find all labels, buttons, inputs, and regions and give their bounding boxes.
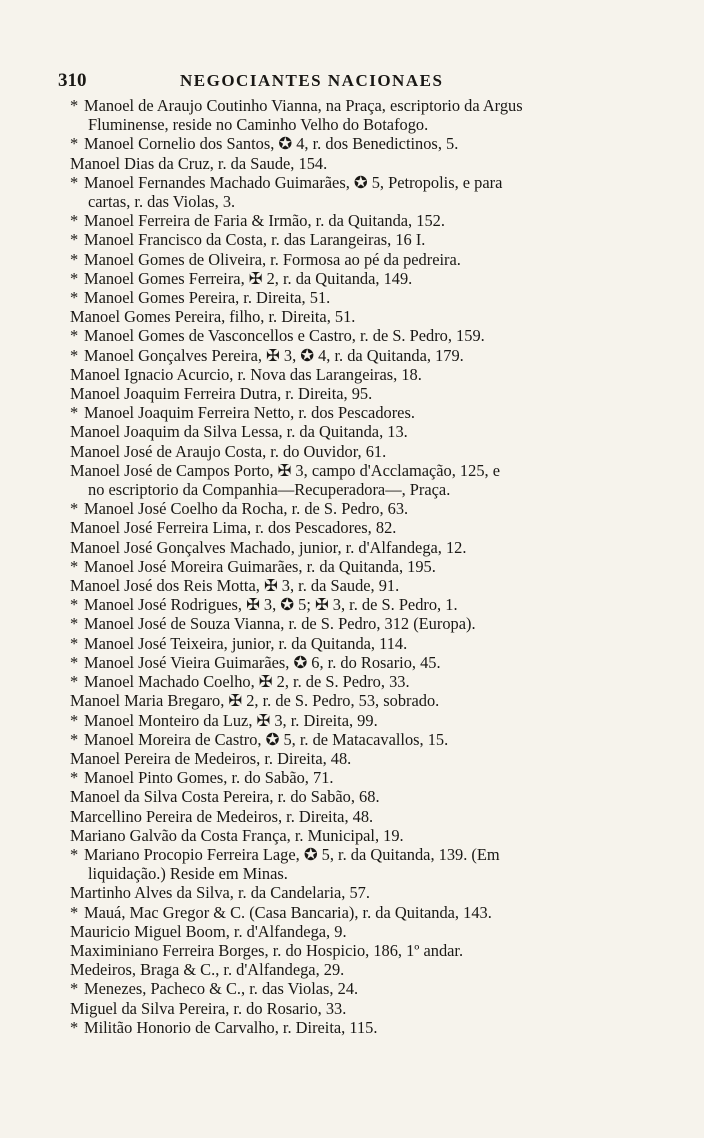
asterisk-icon: *	[70, 172, 79, 192]
entry-line	[70, 653, 650, 672]
entry-line	[70, 442, 650, 461]
list-item	[70, 422, 650, 441]
entry-line	[70, 787, 650, 806]
list-item	[70, 499, 650, 518]
entry-text: Manoel José Teixeira, junior, r. da Quitanda, 114.	[84, 633, 408, 653]
entry-line	[70, 96, 650, 115]
entry-line	[70, 230, 650, 249]
list-item	[70, 730, 650, 749]
list-item	[70, 941, 650, 960]
list-item	[70, 326, 650, 345]
entry-text: Militão Honorio de Carvalho, r. Direita, 115.	[84, 1017, 378, 1037]
list-item	[70, 922, 650, 941]
entry-line	[70, 461, 650, 480]
entry-continuation-line: Fluminense, reside no Caminho Velho do Botafogo.	[88, 115, 429, 135]
entry-text: Manoel Machado Coelho, ✠ 2, r. de S. Pedro, 33.	[84, 672, 410, 692]
entry-line	[70, 499, 650, 518]
asterisk-icon: *	[70, 134, 79, 154]
entry-text: Manoel Dias da Cruz, r. da Saude, 154.	[70, 153, 328, 173]
entry-line	[70, 518, 650, 537]
entry-line	[70, 307, 650, 326]
entry-text: Menezes, Pacheco & C., r. das Violas, 24.	[84, 979, 359, 999]
list-item	[70, 595, 650, 614]
asterisk-icon: *	[70, 556, 79, 576]
entry-line	[70, 595, 650, 614]
list-item	[70, 384, 650, 403]
list-item	[70, 538, 650, 557]
entry-text: Manoel Fernandes Machado Guimarães, ✪ 5, Petropolis, e para	[84, 172, 503, 192]
entry-text: Manoel Cornelio dos Santos, ✪ 4, r. dos Benedictinos, 5.	[84, 134, 459, 154]
entry-text: Manoel Gomes Ferreira, ✠ 2, r. da Quitanda, 149.	[84, 268, 413, 288]
entry-text: Manoel Joaquim Ferreira Dutra, r. Direita, 95.	[70, 384, 373, 404]
asterisk-icon: *	[70, 979, 79, 999]
entry-line	[70, 403, 650, 422]
list-item	[70, 845, 650, 883]
entry-line	[70, 250, 650, 269]
asterisk-icon: *	[70, 96, 79, 115]
entry-line	[70, 614, 650, 633]
list-item	[70, 807, 650, 826]
entry-text: Manoel da Silva Costa Pereira, r. do Sabão, 68.	[70, 787, 380, 807]
entry-text: Medeiros, Braga & C., r. d'Alfandega, 29.	[70, 960, 345, 980]
entry-text: Manoel José Gonçalves Machado, junior, r. d'Alfandega, 12.	[70, 537, 467, 557]
entry-line	[70, 557, 650, 576]
entry-text: Manoel Gomes de Vasconcellos e Castro, r. de S. Pedro, 159.	[84, 326, 485, 346]
entry-text: Manoel Ignacio Acurcio, r. Nova das Larangeiras, 18.	[70, 364, 422, 384]
entry-continuation-line: liquidação.) Reside em Minas.	[88, 864, 288, 884]
asterisk-icon: *	[70, 614, 79, 634]
entry-line	[70, 672, 650, 691]
entry-line	[70, 1018, 650, 1037]
asterisk-icon: *	[70, 499, 79, 519]
asterisk-icon: *	[70, 768, 79, 788]
asterisk-icon: *	[70, 403, 79, 423]
asterisk-icon: *	[70, 326, 79, 346]
asterisk-icon: *	[70, 211, 79, 231]
entry-line	[70, 999, 650, 1018]
entry-line	[70, 768, 650, 787]
entry-text: Manoel José Moreira Guimarães, r. da Quitanda, 195.	[84, 556, 436, 576]
list-item	[70, 903, 650, 922]
entry-text: Manoel Joaquim Ferreira Netto, r. dos Pescadores.	[84, 403, 415, 423]
entry-text: Manoel Joaquim da Silva Lessa, r. da Quitanda, 13.	[70, 422, 408, 442]
entry-line	[70, 384, 650, 403]
entry-text: Manoel Gomes Pereira, r. Direita, 51.	[84, 288, 331, 308]
entry-text: Manoel José de Campos Porto, ✠ 3, campo d'Acclamação, 125, e	[70, 460, 500, 480]
list-item	[70, 768, 650, 787]
entry-line	[70, 346, 650, 365]
entry-continuation-line: cartas, r. das Violas, 3.	[88, 192, 236, 212]
entry-continuation-line: no escriptorio da Companhia—Recuperadora—, Praça.	[88, 480, 451, 500]
entry-text: Manoel Gomes de Oliveira, r. Formosa ao pé da pedreira.	[84, 249, 461, 269]
list-item	[70, 1018, 650, 1037]
entry-text: Manoel José de Souza Vianna, r. de S. Pedro, 312 (Europa).	[84, 614, 476, 634]
entry-text: Manoel de Araujo Coutinho Vianna, na Praça, escriptorio da Argus	[84, 96, 523, 115]
asterisk-icon: *	[70, 288, 79, 308]
entry-text: Manoel José dos Reis Motta, ✠ 3, r. da Saude, 91.	[70, 576, 400, 596]
entry-line	[70, 711, 650, 730]
entry-line	[70, 730, 650, 749]
list-item	[70, 787, 650, 806]
list-item	[70, 403, 650, 422]
list-item	[70, 134, 650, 153]
entry-text: Manoel Monteiro da Luz, ✠ 3, r. Direita, 99.	[84, 710, 378, 730]
asterisk-icon: *	[70, 1017, 79, 1037]
entry-text: Manoel José de Araujo Costa, r. do Ouvidor, 61.	[70, 441, 387, 461]
list-item	[70, 96, 650, 134]
entry-line	[70, 134, 650, 153]
asterisk-icon: *	[70, 672, 79, 692]
entry-line	[70, 979, 650, 998]
list-item	[70, 711, 650, 730]
list-item	[70, 826, 650, 845]
asterisk-icon: *	[70, 652, 79, 672]
entry-text: Manoel José Coelho da Rocha, r. de S. Pedro, 63.	[84, 499, 409, 519]
entry-line	[70, 749, 650, 768]
list-item	[70, 518, 650, 537]
entry-line	[70, 538, 650, 557]
list-item	[70, 614, 650, 633]
asterisk-icon: *	[70, 729, 79, 749]
list-item	[70, 230, 650, 249]
entry-text: Mauá, Mac Gregor & C. (Casa Bancaria), r. da Quitanda, 143.	[84, 902, 492, 922]
list-item	[70, 883, 650, 902]
list-item	[70, 576, 650, 595]
list-item	[70, 442, 650, 461]
entry-text: Manoel José Vieira Guimarães, ✪ 6, r. do Rosario, 45.	[84, 652, 441, 672]
entry-text: Manoel Francisco da Costa, r. das Larangeiras, 16 I.	[84, 230, 426, 250]
list-item	[70, 979, 650, 998]
entry-text: Manoel Gomes Pereira, filho, r. Direita, 51.	[70, 307, 356, 327]
entry-text: Miguel da Silva Pereira, r. do Rosario, 33.	[70, 998, 347, 1018]
entry-text: Mariano Galvão da Costa França, r. Municipal, 19.	[70, 825, 404, 845]
entry-line	[70, 269, 650, 288]
asterisk-icon: *	[70, 595, 79, 615]
asterisk-icon: *	[70, 633, 79, 653]
entry-text: Marcellino Pereira de Medeiros, r. Direita, 48.	[70, 806, 374, 826]
list-item	[70, 749, 650, 768]
asterisk-icon: *	[70, 249, 79, 269]
list-item	[70, 211, 650, 230]
entry-text: Mauricio Miguel Boom, r. d'Alfandega, 9.	[70, 921, 347, 941]
entry-text: Manoel Moreira de Castro, ✪ 5, r. de Matacavallos, 15.	[84, 729, 449, 749]
entry-text: Manoel Pinto Gomes, r. do Sabão, 71.	[84, 768, 334, 788]
asterisk-icon: *	[70, 230, 79, 250]
list-item	[70, 365, 650, 384]
asterisk-icon: *	[70, 844, 79, 864]
list-item	[70, 154, 650, 173]
entry-line	[70, 941, 650, 960]
page-title: NEGOCIANTES NACIONAES	[180, 71, 444, 90]
asterisk-icon: *	[70, 902, 79, 922]
list-item	[70, 634, 650, 653]
asterisk-icon: *	[70, 345, 79, 365]
entry-text: Manoel Ferreira de Faria & Irmão, r. da Quitanda, 152.	[84, 211, 445, 231]
entry-line	[70, 634, 650, 653]
entry-text: Manoel Maria Bregaro, ✠ 2, r. de S. Pedro, 53, sobrado.	[70, 691, 440, 711]
entry-line	[70, 576, 650, 595]
list-item	[70, 672, 650, 691]
list-item	[70, 653, 650, 672]
list-item	[70, 999, 650, 1018]
entry-line	[70, 211, 650, 230]
list-item	[70, 288, 650, 307]
entry-line	[70, 422, 650, 441]
entry-line	[70, 326, 650, 345]
entry-line	[70, 903, 650, 922]
merchant-list	[70, 96, 650, 1037]
entry-text: Manoel Pereira de Medeiros, r. Direita, 48.	[70, 748, 352, 768]
entry-line	[70, 845, 650, 864]
entry-line	[70, 365, 650, 384]
asterisk-icon: *	[70, 710, 79, 730]
entry-text: Manoel Gonçalves Pereira, ✠ 3, ✪ 4, r. da Quitanda, 179.	[84, 345, 464, 365]
page-number: 310	[58, 70, 87, 91]
entry-text: Maximiniano Ferreira Borges, r. do Hospicio, 186, 1º andar.	[70, 940, 464, 960]
list-item	[70, 250, 650, 269]
asterisk-icon: *	[70, 268, 79, 288]
entry-text: Manoel José Ferreira Lima, r. dos Pescadores, 82.	[70, 518, 397, 538]
entry-text: Martinho Alves da Silva, r. da Candelaria, 57.	[70, 883, 370, 903]
entry-line	[70, 173, 650, 192]
entry-line	[70, 922, 650, 941]
entry-line	[70, 288, 650, 307]
list-item	[70, 960, 650, 979]
list-item	[70, 691, 650, 710]
list-item	[70, 173, 650, 211]
list-item	[70, 557, 650, 576]
entry-line	[70, 883, 650, 902]
entry-line	[70, 154, 650, 173]
entry-line	[70, 807, 650, 826]
entry-text: Manoel José Rodrigues, ✠ 3, ✪ 5; ✠ 3, r. de S. Pedro, 1.	[84, 595, 458, 615]
list-item	[70, 307, 650, 326]
list-item	[70, 269, 650, 288]
page-header	[58, 70, 478, 92]
list-item	[70, 461, 650, 499]
entry-text: Mariano Procopio Ferreira Lage, ✪ 5, r. da Quitanda, 139. (Em	[84, 844, 500, 864]
entry-line	[70, 960, 650, 979]
entry-line	[70, 691, 650, 710]
list-item	[70, 346, 650, 365]
entry-line	[70, 826, 650, 845]
